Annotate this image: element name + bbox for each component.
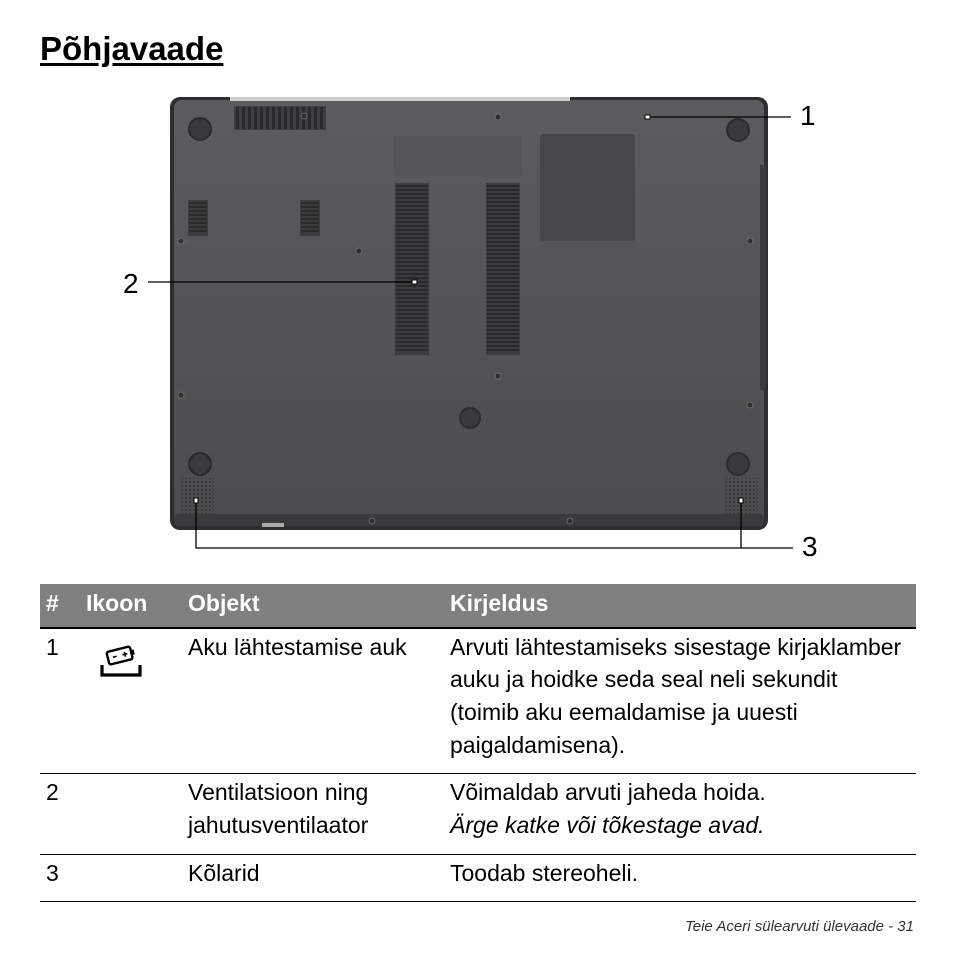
panel-cover xyxy=(540,134,635,241)
callout-2: 2 xyxy=(123,268,139,299)
speaker-left xyxy=(180,478,214,514)
panel-small xyxy=(393,136,521,176)
callout-3: 3 xyxy=(802,531,818,562)
callout-1: 1 xyxy=(800,100,816,131)
page-footer: Teie Aceri sülearvuti ülevaade - 31 xyxy=(684,918,914,935)
row-number: 2 xyxy=(46,779,59,806)
row-warning-note: Ärge katke või tõkestage avad. xyxy=(450,811,765,838)
table-row xyxy=(40,628,916,774)
top-vent xyxy=(234,106,326,130)
header-object: Objekt xyxy=(182,584,444,628)
row-description: Toodab stereoheli. xyxy=(450,859,638,886)
header-icon: Ikoon xyxy=(80,584,182,628)
row-number: 1 xyxy=(46,633,59,660)
row-icon-cell xyxy=(80,774,182,854)
table-row xyxy=(40,854,916,902)
row-object: Ventilatsioon ning jahutusventilaator xyxy=(188,779,369,838)
row-object: Aku lähtestamise auk xyxy=(188,633,407,660)
battery-reset-icon xyxy=(98,643,144,688)
row-description-cell xyxy=(444,774,916,854)
table-row xyxy=(40,774,916,854)
bottom-view-table xyxy=(40,584,916,902)
row-number: 3 xyxy=(46,859,59,886)
row-description: Arvuti lähtestamiseks sisestage kirjaklamber auku ja hoidke seda seal neli sekundit (toimib aku eemaldamise ja uuesti paigaldamisena). xyxy=(450,633,902,758)
row-object: Kõlarid xyxy=(188,859,260,886)
header-number: # xyxy=(40,584,80,628)
row-icon-cell xyxy=(80,628,182,774)
table-header-row xyxy=(40,584,916,628)
page-title: Põhjavaade xyxy=(40,30,224,67)
row-icon-cell xyxy=(80,854,182,902)
row-description: Võimaldab arvuti jaheda hoida. xyxy=(450,779,766,806)
header-description: Kirjeldus xyxy=(444,584,916,628)
